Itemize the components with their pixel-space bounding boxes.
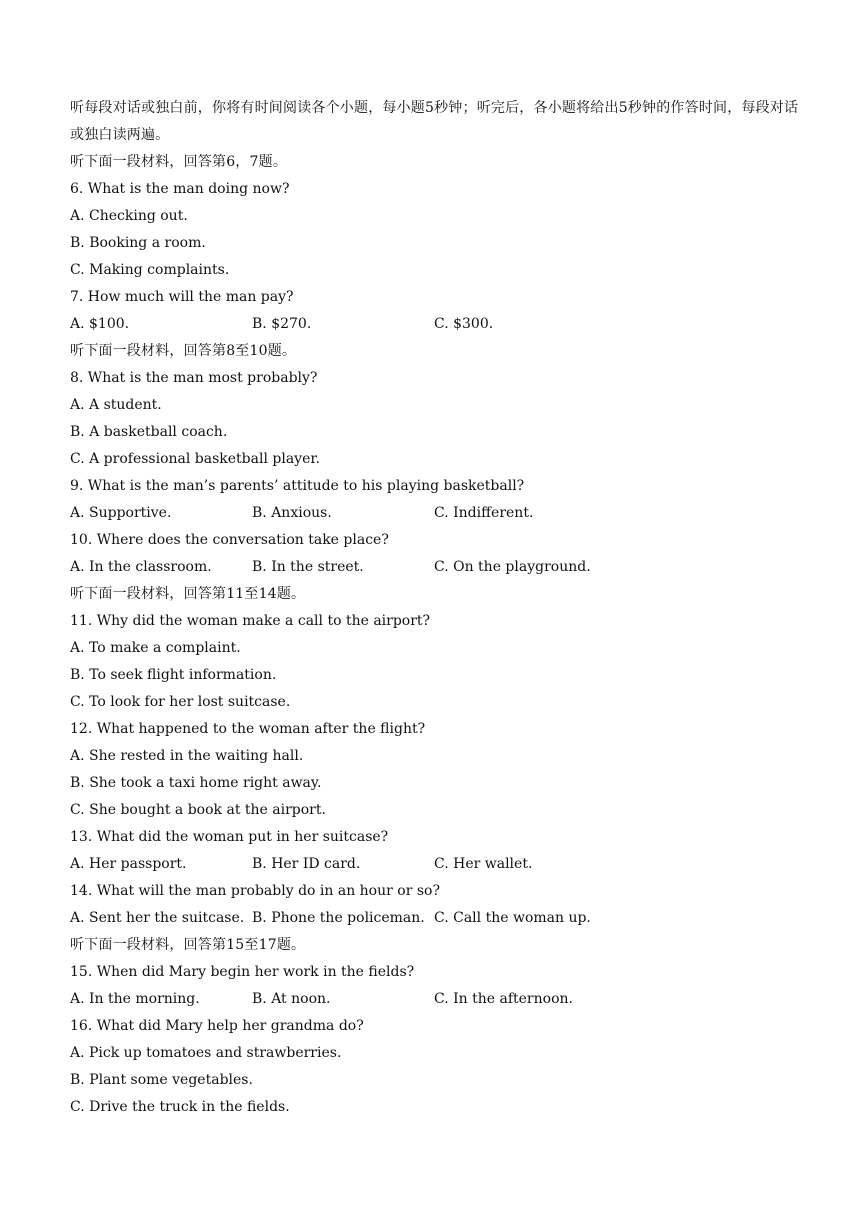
option-b: B. Booking a room. xyxy=(70,235,206,251)
question-stem: 12. What happened to the woman after the flight? xyxy=(70,721,426,737)
section-heading: 听下面一段材料，回答第6，7题。 xyxy=(70,154,288,170)
option-b: B. $270. xyxy=(252,316,312,332)
section-heading: 听下面一段材料，回答第8至10题。 xyxy=(70,343,297,359)
option-a: A. In the morning. xyxy=(70,991,200,1007)
option-b: B. Anxious. xyxy=(252,505,332,521)
section-heading: 听下面一段材料，回答第11至14题。 xyxy=(70,586,306,602)
option-c: C. To look for her lost suitcase. xyxy=(70,694,291,710)
option-c: C. Call the woman up. xyxy=(434,910,591,926)
question-stem: 14. What will the man probably do in an hour or so? xyxy=(70,883,440,899)
document-content xyxy=(70,95,800,1121)
options-row xyxy=(70,905,800,932)
question-stem: 10. Where does the conversation take place? xyxy=(70,532,389,548)
option-c: C. Indifferent. xyxy=(434,505,534,521)
option-a: A. Her passport. xyxy=(70,856,187,872)
option-b: B. Her ID card. xyxy=(252,856,361,872)
options-row xyxy=(70,986,800,1013)
option-c: C. $300. xyxy=(434,316,494,332)
question-stem: 15. When did Mary begin her work in the fields? xyxy=(70,964,415,980)
option-a: A. Checking out. xyxy=(70,208,188,224)
question-stem: 16. What did Mary help her grandma do? xyxy=(70,1018,364,1034)
section-heading: 听下面一段材料，回答第15至17题。 xyxy=(70,937,306,953)
option-b: B. In the street. xyxy=(252,559,364,575)
options-row xyxy=(70,311,800,338)
option-b: B. She took a taxi home right away. xyxy=(70,775,322,791)
option-a: A. In the classroom. xyxy=(70,559,212,575)
option-a: A. A student. xyxy=(70,397,162,413)
option-a: A. Sent her the suitcase. xyxy=(70,910,245,926)
question-stem: 11. Why did the woman make a call to the airport? xyxy=(70,613,431,629)
option-c: C. Drive the truck in the fields. xyxy=(70,1099,290,1115)
question-stem: 8. What is the man most probably? xyxy=(70,370,318,386)
option-c: C. Her wallet. xyxy=(434,856,533,872)
question-stem: 6. What is the man doing now? xyxy=(70,181,290,197)
instructions-paragraph: 听每段对话或独白前，你将有时间阅读各个小题，每小题5秒钟；听完后，各小题将给出5秒钟的作答时间，每段对话或独白读两遍。 xyxy=(70,100,799,143)
option-c: C. On the playground. xyxy=(434,559,591,575)
option-b: B. Plant some vegetables. xyxy=(70,1072,253,1088)
option-b: B. At noon. xyxy=(252,991,331,1007)
option-a: A. Supportive. xyxy=(70,505,172,521)
option-c: C. Making complaints. xyxy=(70,262,230,278)
option-a: A. Pick up tomatoes and strawberries. xyxy=(70,1045,342,1061)
option-c: C. She bought a book at the airport. xyxy=(70,802,326,818)
option-a: A. $100. xyxy=(70,316,130,332)
question-stem: 13. What did the woman put in her suitcase? xyxy=(70,829,389,845)
options-row xyxy=(70,500,800,527)
options-row xyxy=(70,851,800,878)
option-a: A. She rested in the waiting hall. xyxy=(70,748,304,764)
option-b: B. A basketball coach. xyxy=(70,424,228,440)
question-stem: 9. What is the man’s parents’ attitude to his playing basketball? xyxy=(70,478,525,494)
option-b: B. Phone the policeman. xyxy=(252,910,425,926)
option-b: B. To seek flight information. xyxy=(70,667,277,683)
question-stem: 7. How much will the man pay? xyxy=(70,289,294,305)
option-c: C. A professional basketball player. xyxy=(70,451,320,467)
option-a: A. To make a complaint. xyxy=(70,640,241,656)
option-c: C. In the afternoon. xyxy=(434,991,573,1007)
options-row xyxy=(70,554,800,581)
